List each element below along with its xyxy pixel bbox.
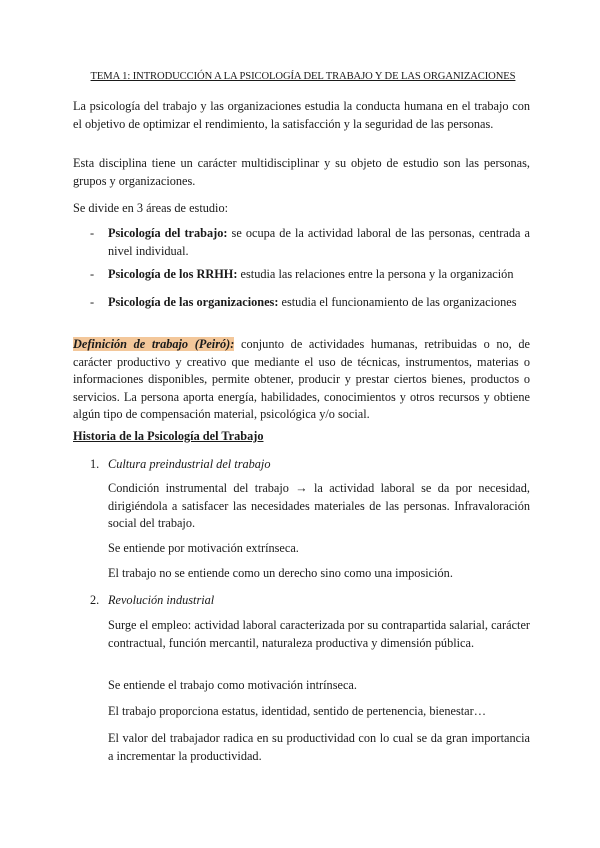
areas-intro: Se divide en 3 áreas de estudio:	[73, 201, 229, 215]
area-1-bullet: -	[90, 226, 95, 240]
history-1-paragraph-3: El trabajo no se entiende como un derecho sino como una imposición.	[108, 566, 453, 580]
history-2-paragraph-1: Surge el empleo: actividad laboral caracterizada por su contrapartida salarial, carácter contractual, función mercantil, naturaleza productiva y dimensión pública.	[108, 618, 530, 650]
history-2-paragraph-3: El trabajo proporciona estatus, identidad, sentido de pertenencia, bienestar…	[108, 704, 486, 718]
area-2-term: Psicología de los RRHH:	[108, 267, 238, 281]
history-2-title: Revolución industrial	[108, 593, 215, 607]
area-3	[108, 294, 530, 312]
history-2-number: 2.	[90, 593, 100, 607]
intro-paragraph-1: La psicología del trabajo y las organizaciones estudia la conducta humana en el trabajo con el objetivo de optimizar el rendimiento, la satisfacción y la seguridad de las personas.	[73, 99, 530, 131]
area-3-text: estudia el funcionamiento de las organizaciones	[278, 295, 517, 309]
area-1-text: se ocupa de la actividad laboral de las personas, centrada a nivel individual.	[108, 226, 530, 258]
area-2-bullet: -	[90, 267, 95, 281]
history-2-paragraph-4: El valor del trabajador radica en su productividad con lo cual se da gran importancia a incrementar la productividad.	[108, 731, 530, 763]
history-1-paragraph-2: Se entiende por motivación extrínseca.	[108, 541, 299, 555]
page-title: TEMA 1: INTRODUCCIÓN A LA PSICOLOGÍA DEL TRABAJO Y DE LAS ORGANIZACIONES	[90, 71, 516, 82]
history-2-paragraph-2: Se entiende el trabajo como motivación intrínseca.	[108, 678, 357, 692]
definition-term: Definición de trabajo (Peiró):	[73, 337, 235, 351]
area-2-text: estudia las relaciones entre la persona y la organización	[237, 267, 514, 281]
history-1-number: 1.	[90, 457, 100, 471]
area-1	[108, 225, 530, 260]
definition-paragraph	[73, 336, 530, 424]
definition-text: conjunto de actividades humanas, retribuidas o no, de carácter productivo y creativo que mediante el uso de técnicas, instrumentos, materias o informaciones disponibles, permite obtener, producir y prestar ciertos bienes, productos o servicios. La persona aporta energía, habilidades, conocimientos y otros recursos y obtiene algún tipo de compensación material, psicológica y/o social.	[73, 337, 530, 422]
area-3-bullet: -	[90, 295, 95, 309]
history-1-paragraph-1: Condición instrumental del trabajo → la actividad laboral se da por necesidad, dirigiéndola a satisfacer las necesidades materiales de las personas. Infravaloración social del trabajo.	[108, 481, 530, 531]
area-3-term: Psicología de las organizaciones:	[108, 295, 279, 309]
area-2	[108, 266, 530, 284]
intro-paragraph-2: Esta disciplina tiene un carácter multidisciplinar y su objeto de estudio son las personas, grupos y organizaciones.	[73, 156, 530, 188]
history-heading: Historia de la Psicología del Trabajo	[73, 429, 264, 443]
area-1-term: Psicología del trabajo:	[108, 226, 228, 240]
history-1-title: Cultura preindustrial del trabajo	[108, 457, 271, 471]
